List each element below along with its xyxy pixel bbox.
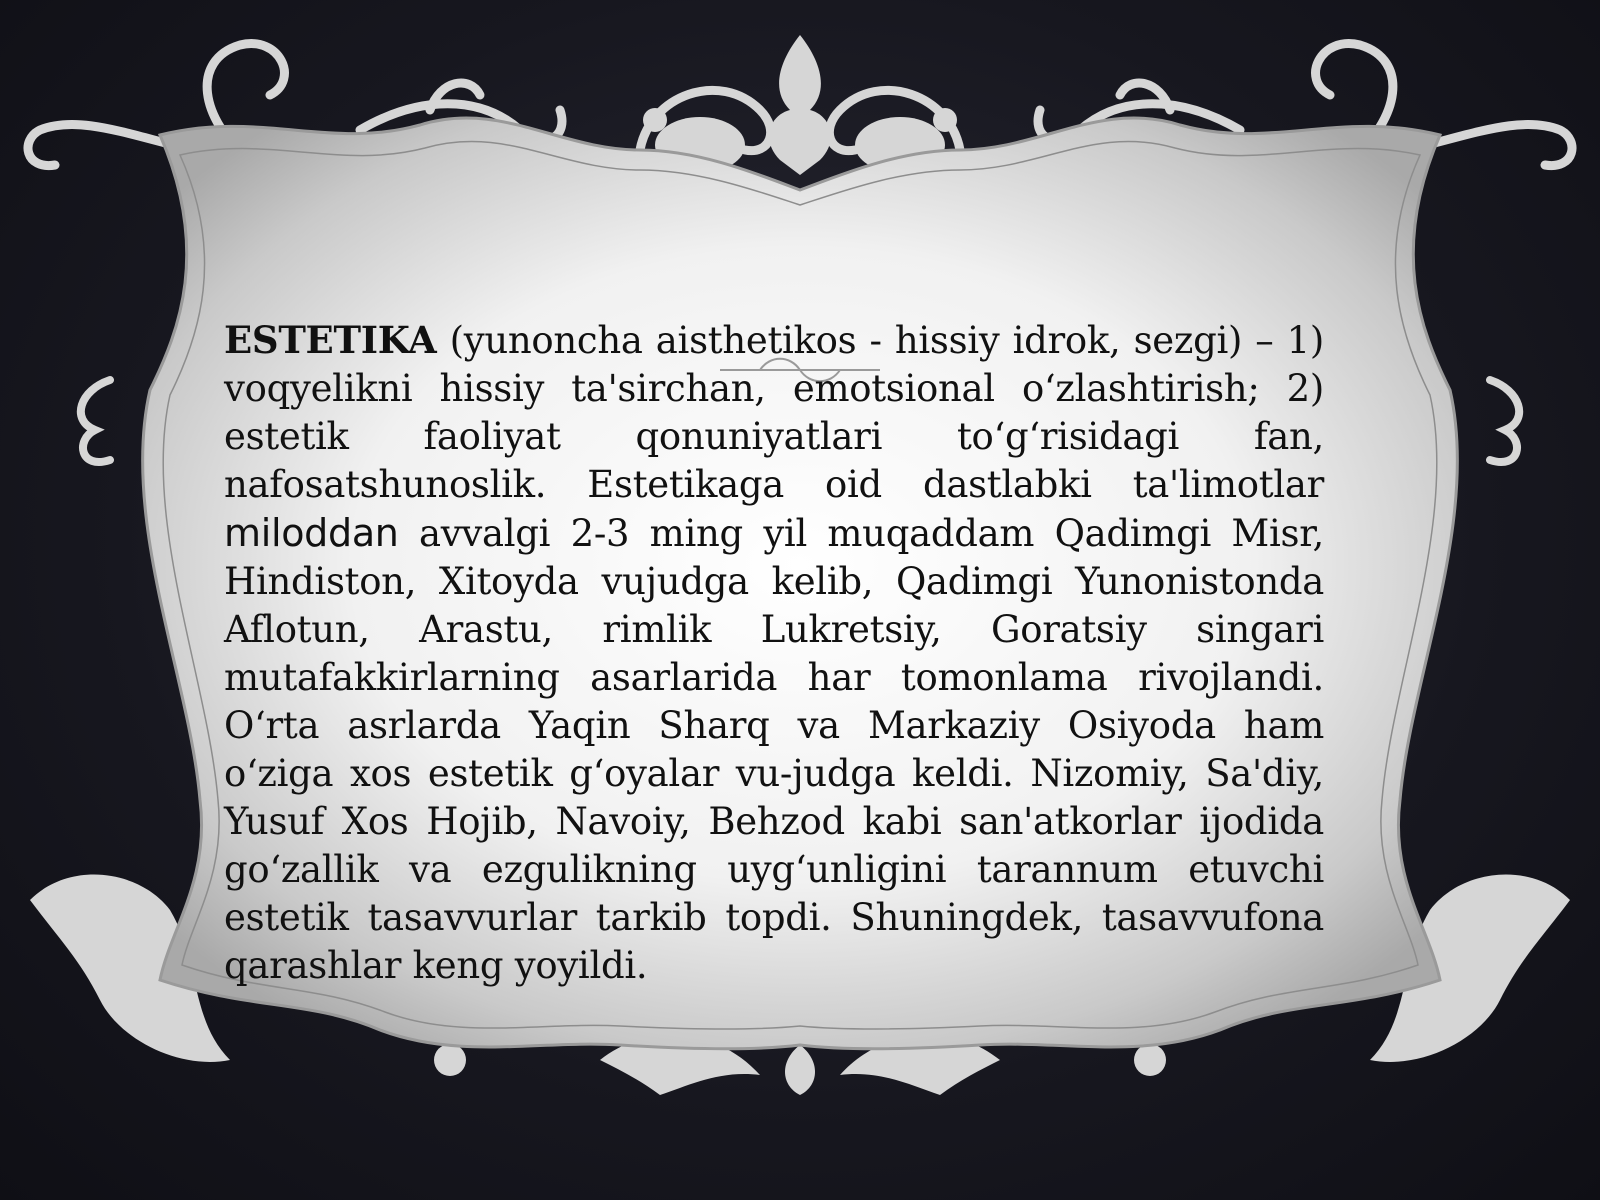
body-text-part-2: avvalgi 2-3 ming yil muqaddam Qadimgi Misr, Hindiston, Xitoyda vujudga kelib, Qadimgi Yunonistonda Aflotun, Arastu, rimlik Lukretsiy, Goratsiy singari mutafakkirlarning asarlarida har tomonlama rivojlandi. O‘rta asrlarda Yaqin Sharq va Markaziy Osiyoda ham o‘ziga xos estetik g‘oyalar vu-judga keldi. Nizomiy, Sa'diy, Yusuf Xos Hojib, Navoiy, Behzod kabi san'atkorlar ijodida go‘zallik va ezgulikning uyg‘unligini tarannum etuvchi estetik tasavvurlar tarkib topdi. Shuningdek, tasavvufona qarashlar keng yoyildi. <box>224 512 1324 987</box>
body-text-part-1: (yunoncha aisthetikos - hissiy idrok, sezgi) – 1) voqyelikni hissiy ta'sirchan, emotsional o‘zlashtirish; 2) estetik faoliyat qonuniyatlari to‘g‘risidagi fan, nafosatshunoslik. Estetikaga oid dastlabki ta'limotlar <box>224 319 1324 506</box>
term-heading: ESTETIKA <box>224 318 437 362</box>
body-text <box>224 316 1324 990</box>
body-text-word-alt: miloddan <box>224 511 399 555</box>
